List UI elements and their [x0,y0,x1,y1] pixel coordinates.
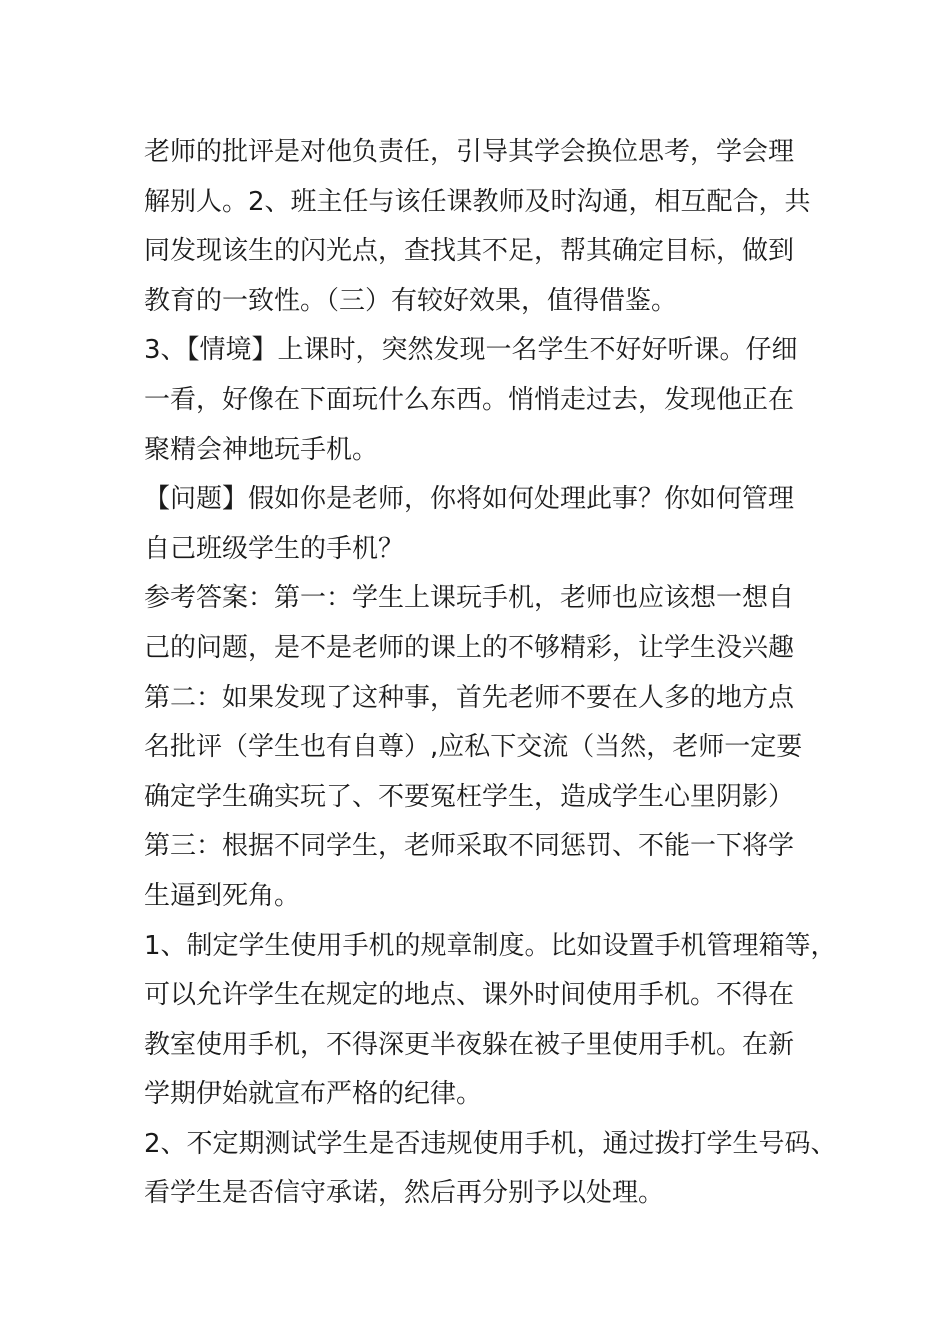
paragraph-rules-1 [144,922,844,1120]
text-line: 看学生是否信守承诺，然后再分别予以处理。 [144,1178,665,1209]
text-line: 名批评（学生也有自尊）,应私下交流（当然，老师一定要 [144,732,803,763]
text-line: 第三：根据不同学生，老师采取不同惩罚、不能一下将学 [144,831,795,862]
paragraph-rules-2 [144,1120,844,1219]
text-line: 生逼到死角。 [144,880,301,911]
document-body [144,128,844,1219]
text-line: 学期伊始就宣布严格的纪律。 [144,1079,483,1110]
text-line: 教育的一致性。（三）有较好效果，值得借鉴。 [144,285,678,316]
text-line: 可以允许学生在规定的地点、课外时间使用手机。不得在 [144,980,795,1011]
text-line: 第二：如果发现了这种事，首先老师不要在人多的地方点 [144,682,795,713]
text-line: 己的问题，是不是老师的课上的不够精彩，让学生没兴趣 [144,632,795,663]
text-line: 自己班级学生的手机？ [144,533,405,564]
text-line: 【问题】假如你是老师，你将如何处理此事？你如何管理 [144,484,795,515]
paragraph-reference-answer [144,574,844,921]
text-line: 1、制定学生使用手机的规章制度。比如设置手机管理箱等， [144,930,837,961]
text-line: 确定学生确实玩了、不要冤枉学生，造成学生心里阴影） [144,781,795,812]
text-line: 2、不定期测试学生是否违规使用手机，通过拨打学生号码、 [144,1128,837,1159]
paragraph-scenario-3 [144,326,844,475]
text-line: 同发现该生的闪光点，查找其不足，帮其确定目标，做到 [144,236,795,267]
text-line: 教室使用手机，不得深更半夜躲在被子里使用手机。在新 [144,1029,795,1060]
text-line: 参考答案：第一：学生上课玩手机，老师也应该想一想自 [144,583,795,614]
text-line: 老师的批评是对他负责任，引导其学会换位思考，学会理 [144,137,795,167]
paragraph-teacher-criticism [144,128,844,326]
paragraph-question [144,475,844,574]
text-line: 一看，好像在下面玩什么东西。悄悄走过去，发现他正在 [144,384,795,415]
text-line: 3、【情境】上课时，突然发现一名学生不好好听课。仔细 [144,335,798,366]
text-line: 解别人。2、班主任与该任课教师及时沟通，相互配合，共 [144,186,811,217]
text-line: 聚精会神地玩手机。 [144,434,379,465]
